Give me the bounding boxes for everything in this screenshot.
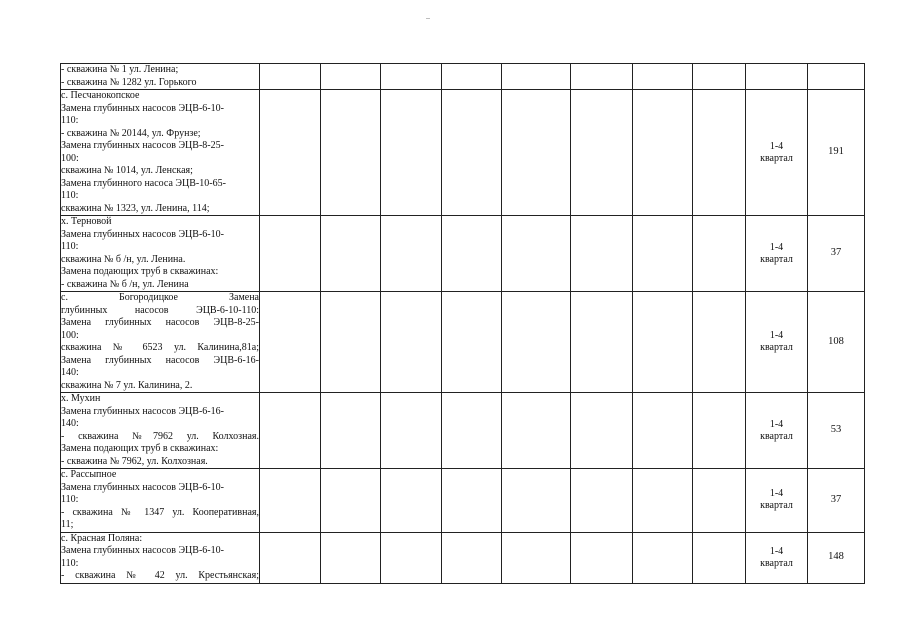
description-line: 110: <box>61 494 79 505</box>
quarter-line: 1-4 <box>769 418 784 430</box>
description-line: х. Терновой <box>61 216 112 227</box>
description-line: 11; <box>61 519 74 530</box>
quarter-line: квартал <box>760 253 793 265</box>
empty-cell <box>321 393 381 469</box>
quarter-cell <box>746 216 808 292</box>
description-line: 140: <box>61 367 79 378</box>
description-line: - скважина № 7962, ул. Колхозная. <box>61 455 208 467</box>
description-line: с. Рассыпное <box>61 469 117 480</box>
description-line: 100: <box>61 152 79 164</box>
empty-cell <box>260 216 321 292</box>
description-line: скважина № 6523 ул. Калинина,81а; <box>61 342 259 353</box>
empty-cell <box>633 469 693 533</box>
description-line: 110: <box>61 557 79 569</box>
table-row <box>61 532 865 583</box>
empty-cell <box>381 532 442 583</box>
empty-cell <box>381 393 442 469</box>
empty-cell <box>633 64 693 90</box>
table-row <box>61 216 865 292</box>
description-line: - скважина № 42 ул. Крестьянская; <box>61 570 259 581</box>
description-line: с. Песчанокопское <box>61 90 140 101</box>
empty-cell <box>502 292 571 393</box>
description-line: Замена подающих труб в скважинах: <box>61 443 219 454</box>
empty-cell <box>633 532 693 583</box>
quarter-line: квартал <box>760 557 793 569</box>
description-line: 110: <box>61 115 79 126</box>
empty-cell <box>321 216 381 292</box>
empty-cell <box>321 469 381 533</box>
empty-cell <box>633 292 693 393</box>
description-line: скважина № 7 ул. Калинина, 2. <box>61 379 193 391</box>
table-row <box>61 393 865 469</box>
amount-cell: 148 <box>808 532 865 583</box>
empty-cell <box>260 532 321 583</box>
empty-cell <box>442 393 502 469</box>
works-table <box>60 63 865 584</box>
amount-cell: 37 <box>808 469 865 533</box>
empty-cell <box>442 469 502 533</box>
quarter-line: 1-4 <box>769 241 784 253</box>
empty-cell <box>571 469 633 533</box>
quarter-cell <box>746 90 808 216</box>
description-line: Замена глубинного насоса ЭЦВ-10-65- <box>61 177 226 189</box>
table-row <box>61 292 865 393</box>
work-description <box>61 469 260 533</box>
work-description <box>61 216 260 292</box>
quarter-line: квартал <box>760 500 793 512</box>
quarter-line: квартал <box>760 342 793 353</box>
description-line: - скважина № 20144, ул. Фрунзе; <box>61 127 201 139</box>
empty-cell <box>502 469 571 533</box>
empty-cell <box>502 532 571 583</box>
quarter-cell <box>746 393 808 469</box>
empty-cell <box>381 292 442 393</box>
description-line: Замена глубинных насосов ЭЦВ-6-10- <box>61 481 224 493</box>
empty-cell <box>442 292 502 393</box>
empty-cell <box>260 64 321 90</box>
empty-cell <box>693 469 746 533</box>
description-line: Замена глубинных насосов ЭЦВ-6-16- <box>61 354 259 366</box>
empty-cell <box>571 532 633 583</box>
empty-cell <box>260 469 321 533</box>
description-line: - скважина № 1347 ул. Кооперативная, <box>61 506 259 518</box>
description-line: х. Мухин <box>61 393 101 404</box>
table-row <box>61 469 865 533</box>
empty-cell <box>442 216 502 292</box>
amount-cell <box>808 64 865 90</box>
empty-cell <box>571 393 633 469</box>
empty-cell <box>571 216 633 292</box>
quarter-line: 1-4 <box>769 545 784 557</box>
quarter-line: квартал <box>760 152 793 164</box>
table-row <box>61 90 865 216</box>
quarter-line: 1-4 <box>769 140 784 152</box>
amount-cell: 53 <box>808 393 865 469</box>
empty-cell <box>693 292 746 393</box>
description-line: - скважина № 1 ул. Ленина; <box>61 64 179 75</box>
description-line: Замена глубинных насосов ЭЦВ-6-10- <box>61 102 224 114</box>
work-description <box>61 90 260 216</box>
description-line: Замена глубинных насосов ЭЦВ-8-25- <box>61 317 259 328</box>
quarter-cell <box>746 532 808 583</box>
work-description <box>61 393 260 469</box>
empty-cell <box>442 90 502 216</box>
empty-cell <box>381 64 442 90</box>
description-line: Замена глубинных насосов ЭЦВ-6-16- <box>61 405 224 417</box>
description-line: - скважина №7962 ул. Колхозная. <box>61 430 259 442</box>
description-line: 100: <box>61 329 79 341</box>
empty-cell <box>442 64 502 90</box>
quarter-line: 1-4 <box>769 488 784 500</box>
empty-cell <box>633 216 693 292</box>
empty-cell <box>321 292 381 393</box>
description-line: скважина № б /н, ул. Ленина. <box>61 253 186 265</box>
empty-cell <box>571 292 633 393</box>
work-description <box>61 532 260 583</box>
empty-cell <box>571 90 633 216</box>
empty-cell <box>260 90 321 216</box>
empty-cell <box>381 469 442 533</box>
work-description <box>61 292 260 393</box>
empty-cell <box>633 393 693 469</box>
description-line: с. Богородицкое Замена <box>61 292 259 303</box>
empty-cell <box>321 64 381 90</box>
header-mark: .. <box>426 12 430 21</box>
amount-cell: 108 <box>808 292 865 393</box>
empty-cell <box>381 216 442 292</box>
empty-cell <box>502 393 571 469</box>
work-description <box>61 64 260 90</box>
empty-cell <box>571 64 633 90</box>
description-line: глубинных насосов ЭЦВ-6-10-110: <box>61 304 259 316</box>
description-line: 110: <box>61 241 79 252</box>
empty-cell <box>502 216 571 292</box>
table-row <box>61 64 865 90</box>
description-line: скважина № 1014, ул. Ленская; <box>61 165 193 176</box>
empty-cell <box>693 393 746 469</box>
empty-cell <box>693 532 746 583</box>
empty-cell <box>321 90 381 216</box>
description-line: Замена глубинных насосов ЭЦВ-6-10- <box>61 545 224 556</box>
description-line: 140: <box>61 418 79 429</box>
empty-cell <box>260 393 321 469</box>
quarter-line: квартал <box>760 430 793 442</box>
quarter-line: 1-4 <box>769 330 784 341</box>
amount-cell: 191 <box>808 90 865 216</box>
empty-cell <box>502 64 571 90</box>
empty-cell <box>260 292 321 393</box>
empty-cell <box>502 90 571 216</box>
description-line: Замена глубинных насосов ЭЦВ-8-25- <box>61 140 224 151</box>
description-line: скважина № 1323, ул. Ленина, 114; <box>61 202 210 214</box>
empty-cell <box>321 532 381 583</box>
quarter-cell <box>746 64 808 90</box>
empty-cell <box>633 90 693 216</box>
empty-cell <box>693 216 746 292</box>
empty-cell <box>693 64 746 90</box>
description-line: Замена подающих труб в скважинах: <box>61 266 219 277</box>
description-line: - скважина № б /н, ул. Ленина <box>61 278 189 290</box>
empty-cell <box>693 90 746 216</box>
quarter-cell <box>746 292 808 393</box>
empty-cell <box>381 90 442 216</box>
empty-cell <box>442 532 502 583</box>
description-line: - скважина № 1282 ул. Горького <box>61 76 197 88</box>
amount-cell: 37 <box>808 216 865 292</box>
quarter-cell <box>746 469 808 533</box>
description-line: с. Красная Поляна: <box>61 532 143 544</box>
description-line: Замена глубинных насосов ЭЦВ-6-10- <box>61 228 224 240</box>
description-line: 110: <box>61 190 79 201</box>
